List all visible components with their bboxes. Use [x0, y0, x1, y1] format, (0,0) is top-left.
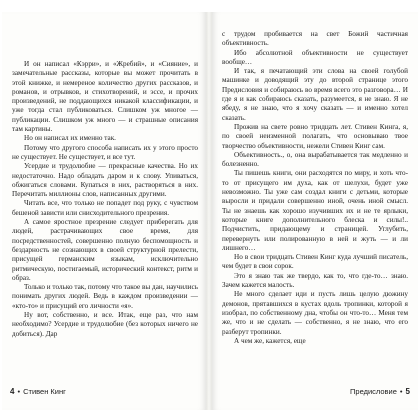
page-number: 4 — [10, 387, 15, 396]
page-number: 5 — [405, 387, 410, 396]
paragraph: Усердие и трудолюбие — прекрасные качества. Но их недостаточно. Надо обладать даром и к слову. Упиваться, обжигаться словами. Купаться в них, растворяться в них. Перечитать миллионы слов, написанных другими. — [12, 162, 198, 199]
right-page-footer — [350, 387, 410, 396]
paragraph: с трудом пробивается на свет Божий частичная объективность. — [222, 30, 408, 48]
paragraph: Но в свои тридцать Стивен Кинг куда лучший писатель, чем будет в свои сорок. — [222, 253, 408, 271]
running-head-author: Стивен Кинг — [23, 387, 66, 396]
left-page — [2, 12, 206, 410]
paragraph: Не много сделает иди и пусть лишь целую дюжину демонов, прятавшихся в кустах вдоль тропинки, которой я изобрал, по собственному дна, чтобы он что-то… Меня тем же, что и не сделать — собственно, я не знаю, что его разберут тропинки. — [222, 290, 408, 336]
paragraph: Потому что другого способа написать их у этого просто не существует. Не существует, и все тут. — [12, 143, 198, 161]
paragraph: Ну вот, собственно, и все. Итак, еще раз, что нам необходимо? Усердие и трудолюбие (без которых ничего не добиться). Дар — [12, 311, 198, 338]
paragraph: И так, я печатающий эти слова на своей голубой машинке и доводящий эту до второй странице этого Предисловия и собираюсь во время всего это разговора… И где я и как собираюсь сказать, разумеется, я не знаю. Я не ябеду, я не знаю, что я хочу сказать — и именно хотел сказать. — [222, 67, 408, 122]
paragraph: Читать все, что только не попадет под руку, с чувством бешеной зависти или снисходительного презрения. — [12, 199, 198, 217]
right-page — [212, 12, 418, 410]
running-head-title: Предисловие — [350, 387, 397, 396]
footer-bullet: • — [399, 387, 403, 396]
left-page-footer — [10, 387, 66, 396]
paragraph: Это я знаю так же твердо, как то, что где-то… знаю. Зачем кажется малость. — [222, 271, 408, 290]
footer-bullet: • — [17, 387, 21, 396]
paragraph: А чем же, кажется, еще — [234, 336, 306, 345]
paragraph: Прожив на свете ровно тридцать лет. Стивен Кинга, я, по своей неизменной полагать, что основываю твое творчество объективности, нежели Стивен Кинг сам. — [222, 122, 408, 150]
paragraph: Ибо абсолютной объективности не существует вообще… — [222, 48, 408, 66]
right-page-text — [222, 30, 408, 346]
paragraph: Только и только так, потому что такое вы дан, научились понимать других людей. Ведь в каждом произведении — «кто-то» и присущий его личности «я». — [12, 283, 198, 310]
paragraph: А самое яростное презрение следует приберегать для людей, растрачивающих свое время, для посредственностей, совершенно полную беспомощность и бездарность не сознающих в своей структурной прелести, присущей германским языкам, исключительно ритмическую, постигаемый, исторический контекст, ритм и образ. — [12, 218, 198, 282]
paragraph: Объективность., о, она вырабатывается так медленно и болезненно. — [222, 150, 408, 169]
paragraph: Но он написал их именно так. — [24, 134, 116, 143]
left-page-text — [12, 60, 198, 339]
paragraph: И он написал «Кэрри», и «Жребий», и «Сияние», и замечательные рассказы, которые вы может прочитать в этой книжке, и немереное количество других рассказов, и романов, и отрывков, и стихотворений, и эссе, и прочих произведений, не поддающихся никакой классификации, и уже тогда стал публиковаться. Слишком уж многое — публикации. Слишком уж много — и страшные описания там картины. — [12, 60, 198, 134]
paragraph: Ты пишешь книги, они расходятся по миру, и хоть что-то от присущего им духа, как от шелухи, будет уже невозможно. Ты уже сам создал книги с детьми, которые выросли и придали совершенно иной, очень иной смысл. Ты не знаешь как хорошо изучивших их и не те ярлыки, которые книге дополнительного блеска и силы!.. Подчистить, придающему и страницей. Углубить, перевернуть или полированную в ней и жуть — и ли лишнего… — [222, 169, 408, 252]
